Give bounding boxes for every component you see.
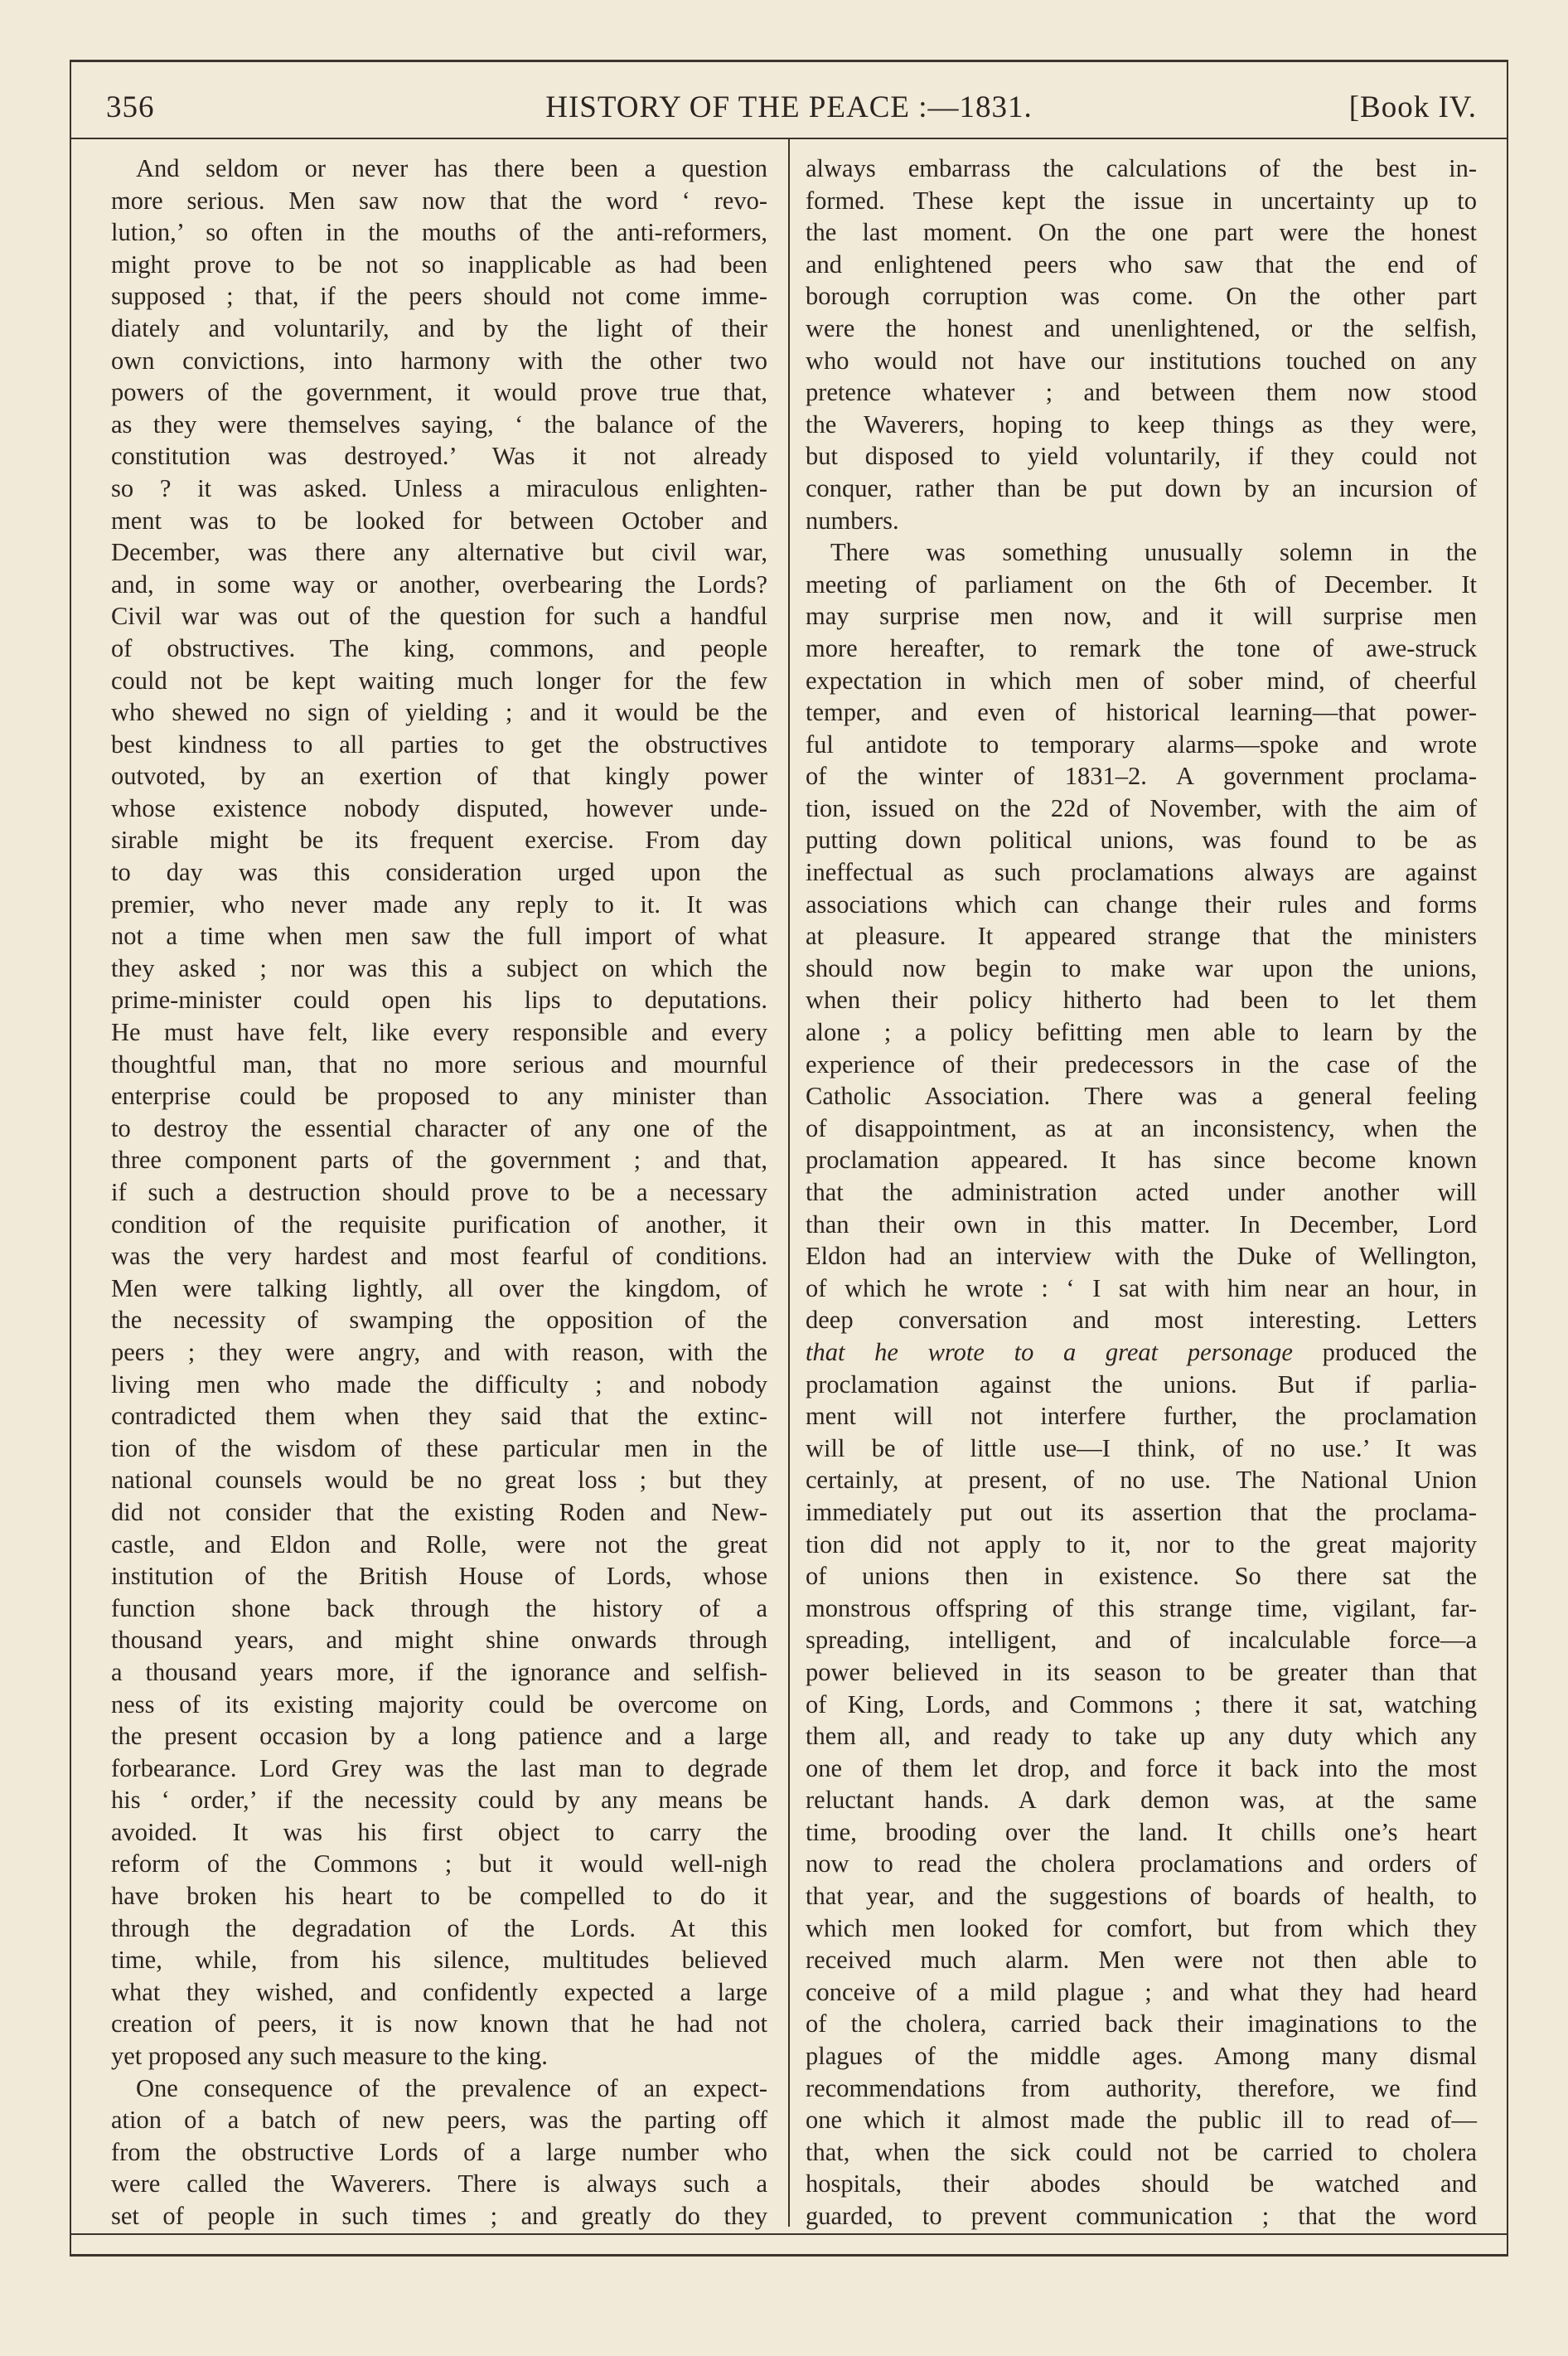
- text-line: And seldom or never has there been a question: [136, 154, 767, 182]
- text-line: numbers.: [806, 506, 899, 535]
- text-line: if such a destruction should prove to be a necessary: [111, 1178, 767, 1206]
- text-line: what they wished, and confidently expected a large: [111, 1977, 767, 2006]
- text-line: and, in some way or another, overbearing the Lords?: [111, 570, 767, 599]
- text-line: premier, who never made any reply to it. It was: [111, 890, 767, 919]
- text-line: supposed ; that, if the peers should not come imme-: [111, 282, 767, 311]
- text-line: hospitals, their abodes should be watched and: [806, 2169, 1477, 2198]
- text-line: was the very hardest and most fearful of conditions.: [111, 1242, 767, 1271]
- text-line: thousand years, and might shine onwards through: [111, 1626, 767, 1655]
- text-line: did not consider that the existing Roden and New-: [111, 1497, 767, 1526]
- text-line: constitution was destroyed.’ Was it not already: [111, 442, 767, 471]
- text-line: thoughtful man, that no more serious and mournful: [111, 1050, 767, 1079]
- text-line: his ‘ order,’ if the necessity could by any means be: [111, 1786, 767, 1815]
- text-line: at pleasure. It appeared strange that the ministers: [806, 922, 1477, 951]
- text-line: the last moment. On the one part were the honest: [806, 218, 1477, 247]
- text-line: certainly, at present, of no use. The National Union: [806, 1466, 1477, 1495]
- text-line: and enlightened peers who saw that the end of: [806, 250, 1477, 279]
- text-line: ment was to be looked for between October and: [111, 506, 767, 535]
- book-label: [Book IV.: [1348, 90, 1477, 124]
- left-column: [111, 153, 767, 2232]
- text-line: Civil war was out of the question for such a handful: [111, 602, 767, 631]
- text-line: set of people in such times ; and greatly do they: [111, 2202, 767, 2230]
- text-line: contradicted them when they said that the extinc-: [111, 1402, 767, 1431]
- text-line: borough corruption was come. On the other part: [806, 282, 1477, 311]
- text-line: three component parts of the government ; and that,: [111, 1146, 767, 1175]
- text-line: of which he wrote : ‘ I sat with him near an hour, in: [806, 1273, 1477, 1302]
- text-line: immediately put out its assertion that the proclama-: [806, 1497, 1477, 1526]
- text-line: might prove to be not so inapplicable as had been: [111, 250, 767, 279]
- text-line: monstrous offspring of this strange time, vigilant, far-: [806, 1593, 1477, 1622]
- text-line: from the obstructive Lords of a large number who: [111, 2137, 767, 2166]
- text-line: have broken his heart to be compelled to do it: [111, 1882, 767, 1911]
- text-line: peers ; they were angry, and with reason, with the: [111, 1337, 767, 1366]
- text-line: that, when the sick could not be carried to cholera: [806, 2137, 1477, 2166]
- text-line: ment will not interfere further, the proclamation: [806, 1402, 1477, 1431]
- column-divider: [788, 139, 790, 2227]
- text-run: produced the: [1292, 1337, 1477, 1366]
- text-line: creation of peers, it is now known that he had not: [111, 2009, 767, 2038]
- text-line: through the degradation of the Lords. At this: [111, 1913, 767, 1942]
- text-line: of disappointment, as at an inconsistency, when the: [806, 1113, 1477, 1142]
- text-line: outvoted, by an exertion of that kingly power: [111, 762, 767, 791]
- text-line: the Waverers, hoping to keep things as they were,: [806, 410, 1477, 439]
- text-line: but disposed to yield voluntarily, if they could not: [806, 442, 1477, 471]
- text-line: were the honest and unenlightened, or the selfish,: [806, 313, 1477, 342]
- page-number: 356: [106, 90, 155, 124]
- text-line: institution of the British House of Lords, whose: [111, 1562, 767, 1591]
- right-column: [806, 153, 1477, 2232]
- text-line: proclamation against the unions. But if parlia-: [806, 1369, 1477, 1399]
- text-line: recommendations from authority, therefore, we find: [806, 2073, 1477, 2102]
- text-line: were called the Waverers. There is always such a: [111, 2169, 767, 2198]
- text-line: more serious. Men saw now that the word ‘ revo-: [111, 186, 767, 215]
- text-line: associations which can change their rules and forms: [806, 890, 1477, 919]
- text-line: tion of the wisdom of these particular men in the: [111, 1433, 767, 1462]
- text-line: reluctant hands. A dark demon was, at the same: [806, 1786, 1477, 1815]
- text-line: than their own in this matter. In December, Lord: [806, 1210, 1477, 1239]
- text-line: putting down political unions, was found to be as: [806, 826, 1477, 855]
- text-line: so ? it was asked. Unless a miraculous enlighten-: [111, 473, 767, 502]
- text-line: the present occasion by a long patience and a large: [111, 1722, 767, 1751]
- text-line: who shewed no sign of yielding ; and it would be the: [111, 698, 767, 727]
- text-line: as they were themselves saying, ‘ the balance of the: [111, 410, 767, 439]
- text-line: function shone back through the history of a: [111, 1593, 767, 1622]
- text-line: Catholic Association. There was a general feeling: [806, 1082, 1477, 1111]
- text-line: expectation in which men of sober mind, of cheerful: [806, 666, 1477, 695]
- text-line: of King, Lords, and Commons ; there it sat, watching: [806, 1689, 1477, 1719]
- italic-phrase: that he wrote to a great personage: [806, 1337, 1293, 1366]
- text-line: tion, issued on the 22d of November, with the aim of: [806, 793, 1477, 822]
- text-line: There was something unusually solemn in the: [830, 538, 1477, 567]
- text-line: may surprise men now, and it will surprise men: [806, 602, 1477, 631]
- text-line: alone ; a policy befitting men able to learn by the: [806, 1018, 1477, 1047]
- text-line: forbearance. Lord Grey was the last man to degrade: [111, 1753, 767, 1782]
- text-line: lution,’ so often in the mouths of the anti-reformers,: [111, 218, 767, 247]
- text-line: deep conversation and most interesting. Letters: [806, 1306, 1477, 1335]
- text-line: prime-minister could open his lips to deputations.: [111, 986, 767, 1015]
- text-line: proclamation appeared. It has since become known: [806, 1146, 1477, 1175]
- text-line: conceive of a mild plague ; and what they had heard: [806, 1977, 1477, 2006]
- text-line: own convictions, into harmony with the other two: [111, 346, 767, 375]
- text-line: reform of the Commons ; but it would well-nigh: [111, 1849, 767, 1878]
- text-line: formed. These kept the issue in uncertainty up to: [806, 186, 1477, 215]
- text-line: of obstructives. The king, commons, and people: [111, 633, 767, 662]
- text-line: one of them let drop, and force it back into the most: [806, 1753, 1477, 1782]
- text-line: should now begin to make war upon the unions,: [806, 953, 1477, 982]
- text-line: of the winter of 1831–2. A government proclama-: [806, 762, 1477, 791]
- running-header: [70, 83, 1508, 133]
- text-line: ation of a batch of new peers, was the parting off: [111, 2106, 767, 2135]
- text-line: condition of the requisite purification of another, it: [111, 1210, 767, 1239]
- text-line: when their policy hitherto had been to let them: [806, 986, 1477, 1015]
- text-line: avoided. It was his first object to carry the: [111, 1817, 767, 1846]
- text-line: they asked ; nor was this a subject on which the: [111, 953, 767, 982]
- text-line: who would not have our institutions touched on any: [806, 346, 1477, 375]
- text-line: spreading, intelligent, and of incalculable force—a: [806, 1626, 1477, 1655]
- text-line: castle, and Eldon and Rolle, were not the great: [111, 1529, 767, 1559]
- text-line: One consequence of the prevalence of an expect-: [136, 2073, 767, 2102]
- text-line: one which it almost made the public ill to read of—: [806, 2106, 1477, 2135]
- text-line: powers of the government, it would prove true that,: [111, 378, 767, 407]
- text-line: best kindness to all parties to get the obstructives: [111, 730, 767, 759]
- text-line: the necessity of swamping the opposition of the: [111, 1306, 767, 1335]
- text-line: them all, and ready to take up any duty which any: [806, 1722, 1477, 1751]
- text-line: sirable might be its frequent exercise. From day: [111, 826, 767, 855]
- text-line: guarded, to prevent communication ; that the word: [806, 2202, 1477, 2230]
- text-line: national counsels would be no great loss ; but they: [111, 1466, 767, 1495]
- text-line: that year, and the suggestions of boards of health, to: [806, 1882, 1477, 1911]
- text-line: could not be kept waiting much longer for the few: [111, 666, 767, 695]
- text-line: of the cholera, carried back their imaginations to the: [806, 2009, 1477, 2038]
- text-line: to day was this consideration urged upon the: [111, 858, 767, 887]
- text-line: that the administration acted under another will: [806, 1178, 1477, 1206]
- text-line: December, was there any alternative but civil war,: [111, 538, 767, 567]
- text-line: always embarrass the calculations of the best in-: [806, 154, 1477, 182]
- running-title: HISTORY OF THE PEACE :—1831.: [545, 90, 1033, 124]
- text-line: ness of its existing majority could be overcome on: [111, 1689, 767, 1719]
- text-line: time, brooding over the land. It chills one’s heart: [806, 1817, 1477, 1846]
- text-line: ful antidote to temporary alarms—spoke and wrote: [806, 730, 1477, 759]
- text-line: yet proposed any such measure to the king.: [111, 2042, 548, 2071]
- text-line: He must have felt, like every responsible and every: [111, 1018, 767, 1047]
- text-line: [806, 1336, 1477, 1369]
- text-line: living men who made the difficulty ; and nobody: [111, 1369, 767, 1399]
- text-line: experience of their predecessors in the case of the: [806, 1050, 1477, 1079]
- text-line: more hereafter, to remark the tone of awe-struck: [806, 633, 1477, 662]
- text-line: temper, and even of historical learning—that power-: [806, 698, 1477, 727]
- text-line: diately and voluntarily, and by the light of their: [111, 313, 767, 342]
- text-line: which men looked for comfort, but from which they: [806, 1913, 1477, 1942]
- text-line: of unions then in existence. So there sat the: [806, 1562, 1477, 1591]
- text-line: time, while, from his silence, multitudes believed: [111, 1946, 767, 1975]
- bottom-rule: [70, 2233, 1508, 2235]
- text-line: conquer, rather than be put down by an incursion of: [806, 473, 1477, 502]
- text-line: now to read the cholera proclamations and orders of: [806, 1849, 1477, 1878]
- text-line: to destroy the essential character of any one of the: [111, 1113, 767, 1142]
- text-line: plagues of the middle ages. Among many dismal: [806, 2042, 1477, 2071]
- text-line: received much alarm. Men were not then able to: [806, 1946, 1477, 1975]
- text-line: will be of little use—I think, of no use.’ It was: [806, 1433, 1477, 1462]
- text-line: ineffectual as such proclamations always are against: [806, 858, 1477, 887]
- text-line: enterprise could be proposed to any minister than: [111, 1082, 767, 1111]
- text-line: tion did not apply to it, nor to the great majority: [806, 1529, 1477, 1559]
- text-line: power believed in its season to be greater than that: [806, 1657, 1477, 1686]
- text-line: not a time when men saw the full import of what: [111, 922, 767, 951]
- text-line: whose existence nobody disputed, however unde-: [111, 793, 767, 822]
- text-line: Men were talking lightly, all over the kingdom, of: [111, 1273, 767, 1302]
- text-line: meeting of parliament on the 6th of December. It: [806, 570, 1477, 599]
- text-line: Eldon had an interview with the Duke of Wellington,: [806, 1242, 1477, 1271]
- text-line: pretence whatever ; and between them now stood: [806, 378, 1477, 407]
- text-line: a thousand years more, if the ignorance and selfish-: [111, 1657, 767, 1686]
